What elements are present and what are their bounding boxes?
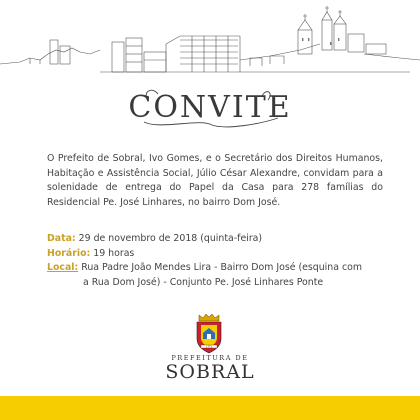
time-row — [47, 247, 387, 262]
crest-year: 1773 — [205, 345, 213, 349]
prefeitura-label: PREFEITURA DE — [171, 354, 249, 362]
location-line-2: a Rua Dom José) - Conjunto Pe. José Linhares Ponte — [83, 276, 324, 288]
date-label: Data: — [47, 233, 76, 244]
city-name: SOBRAL — [165, 361, 255, 383]
location-label: Local: — [47, 262, 79, 274]
city-skyline-illustration — [0, 0, 420, 90]
footer-accent-bar — [0, 396, 420, 420]
invitation-intro: O Prefeito de Sobral, Ivo Gomes, e o Secretário dos Direitos Humanos, Habitação e Assistência Social, Júlio César Alexandre, convidam para a solenidade de entrega do Papel da Casa para 278 famílias do Residencial Pe. José Linhares, no bairro Dom José. — [47, 153, 383, 208]
date-value: 29 de novembro de 2018 (quinta-feira) — [78, 233, 263, 244]
location-row — [47, 261, 387, 276]
location-row-2 — [47, 276, 387, 291]
title-block — [0, 78, 420, 138]
event-details — [47, 232, 387, 290]
time-value: 19 horas — [93, 247, 135, 259]
invitation-title: CONVITE — [128, 90, 292, 125]
time-label: Horário: — [47, 247, 91, 259]
sobral-coat-of-arms-icon — [193, 313, 225, 355]
location-line-1: Rua Padre João Mendes Lira - Bairro Dom José (esquina com — [81, 262, 362, 274]
date-row — [47, 232, 387, 247]
